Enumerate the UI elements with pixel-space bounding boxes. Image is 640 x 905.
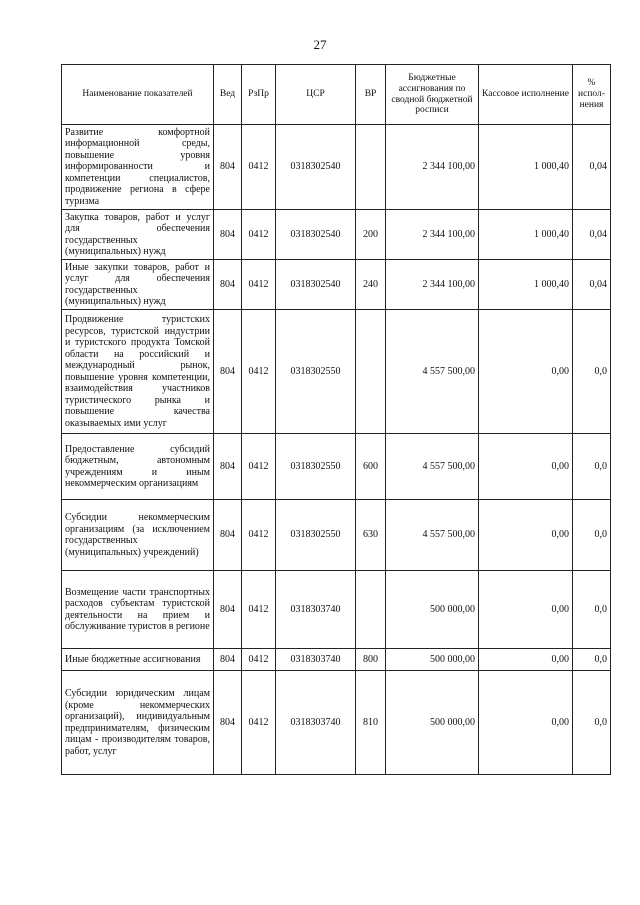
cell-name: Субсидии некоммерческим организациям (за исключением государственных (муниципальных) учреждений)	[62, 500, 214, 571]
cell-ved: 804	[214, 434, 242, 500]
header-cash: Кассовое исполнение	[479, 65, 573, 125]
cell-cash: 0,00	[479, 649, 573, 671]
cell-csr: 0318303740	[276, 649, 356, 671]
cell-budget: 2 344 100,00	[386, 210, 479, 260]
cell-csr: 0318302550	[276, 310, 356, 434]
cell-cash: 0,00	[479, 500, 573, 571]
budget-execution-table	[61, 64, 611, 775]
cell-percent: 0,0	[573, 571, 611, 649]
header-vr: ВР	[356, 65, 386, 125]
cell-name: Возмещение части транспортных расходов субъектам туристской деятельности на прием и обслуживание туристов в регионе	[62, 571, 214, 649]
cell-cash: 1 000,40	[479, 260, 573, 310]
header-name: Наименование показателей	[62, 65, 214, 125]
cell-csr: 0318303740	[276, 671, 356, 775]
cell-name: Предоставление субсидий бюджетным, автономным учреждениям и иным некоммерческим организациям	[62, 434, 214, 500]
cell-ved: 804	[214, 125, 242, 210]
cell-percent: 0,0	[573, 671, 611, 775]
cell-vr: 240	[356, 260, 386, 310]
cell-vr	[356, 125, 386, 210]
cell-ved: 804	[214, 671, 242, 775]
cell-percent: 0,04	[573, 125, 611, 210]
cell-percent: 0,0	[573, 434, 611, 500]
cell-name: Иные закупки товаров, работ и услуг для обеспечения государственных (муниципальных) нужд	[62, 260, 214, 310]
table-row	[62, 210, 611, 260]
cell-budget: 4 557 500,00	[386, 434, 479, 500]
cell-vr: 630	[356, 500, 386, 571]
cell-ved: 804	[214, 649, 242, 671]
table-row	[62, 125, 611, 210]
cell-percent: 0,0	[573, 649, 611, 671]
cell-rzpr: 0412	[242, 260, 276, 310]
table-row	[62, 310, 611, 434]
cell-ved: 804	[214, 210, 242, 260]
cell-csr: 0318302540	[276, 260, 356, 310]
cell-ved: 804	[214, 310, 242, 434]
cell-budget: 2 344 100,00	[386, 260, 479, 310]
cell-csr: 0318303740	[276, 571, 356, 649]
cell-name: Закупка товаров, работ и услуг для обеспечения государственных (муниципальных) нужд	[62, 210, 214, 260]
page-number: 27	[313, 37, 327, 52]
cell-percent: 0,04	[573, 260, 611, 310]
cell-rzpr: 0412	[242, 671, 276, 775]
cell-csr: 0318302550	[276, 500, 356, 571]
header-rzpr: РзПр	[242, 65, 276, 125]
cell-cash: 1 000,40	[479, 125, 573, 210]
cell-vr: 800	[356, 649, 386, 671]
cell-rzpr: 0412	[242, 125, 276, 210]
cell-budget: 500 000,00	[386, 649, 479, 671]
cell-vr: 200	[356, 210, 386, 260]
cell-vr: 600	[356, 434, 386, 500]
header-csr: ЦСР	[276, 65, 356, 125]
cell-rzpr: 0412	[242, 310, 276, 434]
table-row	[62, 571, 611, 649]
cell-csr: 0318302540	[276, 210, 356, 260]
cell-rzpr: 0412	[242, 571, 276, 649]
table-row	[62, 434, 611, 500]
cell-ved: 804	[214, 571, 242, 649]
header-percent: % испол-нения	[573, 65, 611, 125]
cell-name: Субсидии юридическим лицам (кроме некоммерческих организаций), индивидуальным предпринимателям, физическим лицам - производителям товаров, работ, услуг	[62, 671, 214, 775]
cell-percent: 0,0	[573, 500, 611, 571]
cell-name: Развитие комфортной информационной среды, повышение уровня информированности и компетенции специалистов, продвижение региона в сфере туризма	[62, 125, 214, 210]
table-row	[62, 671, 611, 775]
cell-budget: 500 000,00	[386, 671, 479, 775]
cell-cash: 0,00	[479, 571, 573, 649]
cell-csr: 0318302550	[276, 434, 356, 500]
table-row	[62, 649, 611, 671]
cell-percent: 0,04	[573, 210, 611, 260]
cell-budget: 4 557 500,00	[386, 310, 479, 434]
table-row	[62, 260, 611, 310]
cell-percent: 0,0	[573, 310, 611, 434]
table-header-row	[62, 65, 611, 125]
cell-budget: 2 344 100,00	[386, 125, 479, 210]
cell-rzpr: 0412	[242, 649, 276, 671]
cell-cash: 1 000,40	[479, 210, 573, 260]
cell-ved: 804	[214, 260, 242, 310]
table-row	[62, 500, 611, 571]
cell-vr	[356, 310, 386, 434]
header-budget: Бюджетные ассигнования по сводной бюджетной росписи	[386, 65, 479, 125]
cell-csr: 0318302540	[276, 125, 356, 210]
cell-vr: 810	[356, 671, 386, 775]
cell-budget: 500 000,00	[386, 571, 479, 649]
cell-cash: 0,00	[479, 434, 573, 500]
header-ved: Вед	[214, 65, 242, 125]
cell-budget: 4 557 500,00	[386, 500, 479, 571]
cell-cash: 0,00	[479, 310, 573, 434]
cell-vr	[356, 571, 386, 649]
cell-rzpr: 0412	[242, 210, 276, 260]
cell-ved: 804	[214, 500, 242, 571]
cell-name: Продвижение туристских ресурсов, туристской индустрии и туристского продукта Томской области на российский и международный рынок, повышение уровня компетенции, взаимодействия участников туристического рынка и повышение качества оказываемых ими услуг	[62, 310, 214, 434]
cell-rzpr: 0412	[242, 500, 276, 571]
cell-rzpr: 0412	[242, 434, 276, 500]
cell-name: Иные бюджетные ассигнования	[62, 649, 214, 671]
cell-cash: 0,00	[479, 671, 573, 775]
